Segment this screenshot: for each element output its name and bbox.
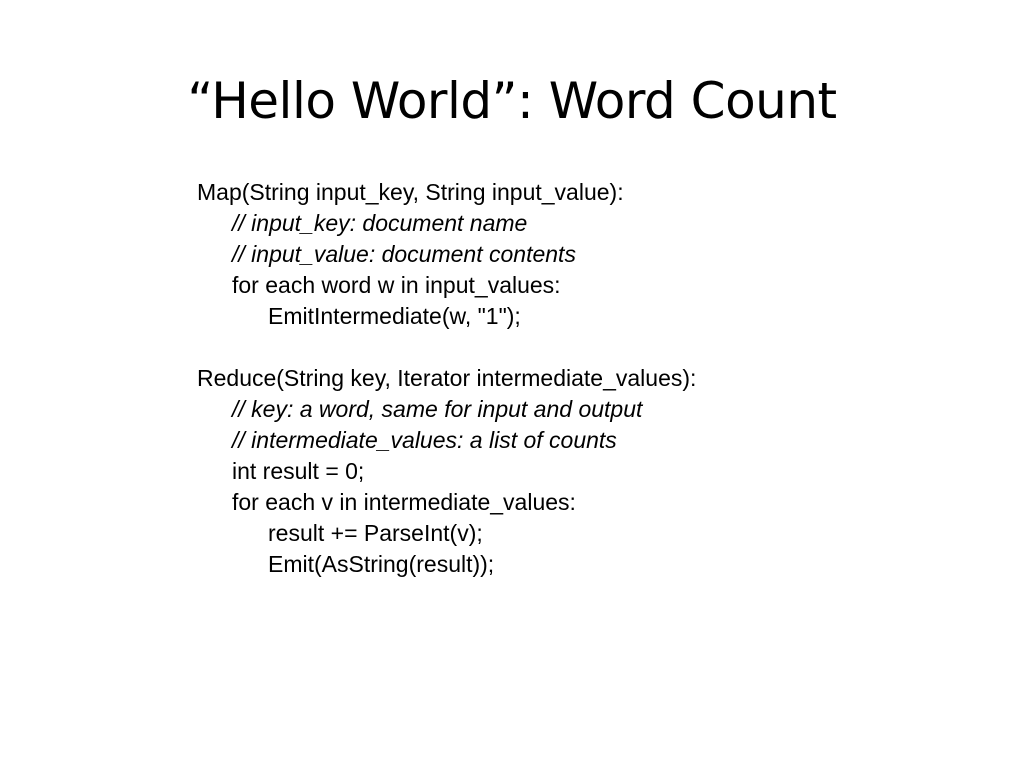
block-spacer — [197, 332, 917, 363]
map-comment-input-value: // input_value: document contents — [232, 241, 576, 267]
reduce-signature: Reduce(String key, Iterator intermediate_values): — [197, 365, 697, 391]
map-for-loop: for each word w in input_values: — [232, 272, 561, 298]
reduce-accumulate-statement: result += ParseInt(v); — [268, 520, 483, 546]
reduce-emit-statement: Emit(AsString(result)); — [268, 551, 495, 577]
reduce-result-init: int result = 0; — [232, 458, 365, 484]
map-comment-input-key: // input_key: document name — [232, 210, 528, 236]
reduce-comment-key: // key: a word, same for input and output — [232, 396, 643, 422]
slide-title: “Hello World”: Word Count — [187, 72, 837, 130]
reduce-for-loop: for each v in intermediate_values: — [232, 489, 576, 515]
map-emit-statement: EmitIntermediate(w, "1"); — [268, 303, 521, 329]
reduce-comment-intermediate-values: // intermediate_values: a list of counts — [232, 427, 617, 453]
pseudocode-block — [197, 177, 917, 580]
map-signature: Map(String input_key, String input_value): — [197, 179, 624, 205]
